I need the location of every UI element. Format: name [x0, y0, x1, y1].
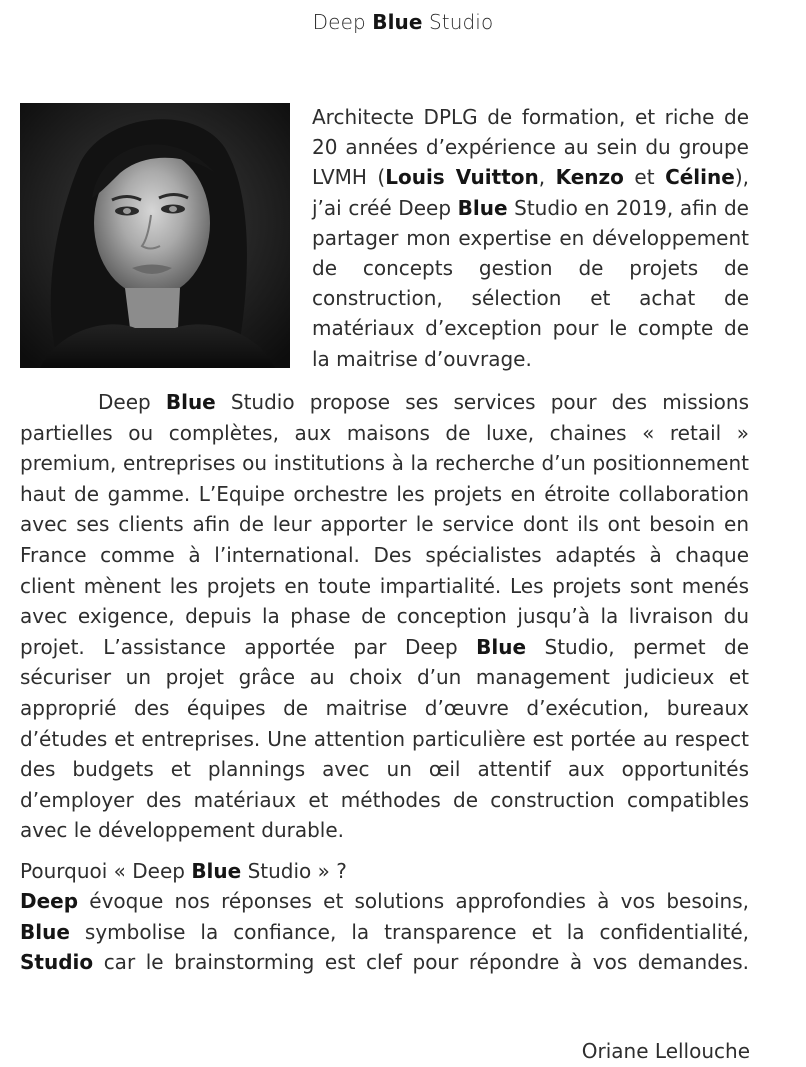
signature-name: Oriane Lellouche — [581, 1039, 750, 1063]
why-studio-word: Studio — [20, 950, 94, 975]
intro-brand-louis-vuitton: Louis Vuitton — [385, 165, 539, 190]
portrait-photo — [20, 103, 290, 368]
name-explanation-section — [20, 856, 749, 978]
intro-text-4: ), j’ai créé Deep — [312, 165, 749, 220]
intro-blue-word: Blue — [457, 195, 508, 220]
title-text-bold: Blue — [372, 10, 423, 34]
why-deep-word: Deep — [20, 889, 79, 914]
why-deep-text: évoque nos réponses et solutions approfondies à vos besoins, — [78, 889, 749, 914]
intro-brand-kenzo: Kenzo — [555, 165, 624, 190]
services-text-1: Deep — [98, 390, 166, 414]
title-text-pre: Deep — [312, 10, 373, 34]
services-blue-word-2: Blue — [476, 634, 527, 659]
why-blue-text: symbolise la confiance, la transparence et la confidentialité, — [69, 919, 749, 944]
why-studio-text: car le brainstorming est clef pour répondre à vos demandes. — [93, 950, 749, 975]
intro-brand-celine: Céline — [665, 165, 735, 190]
page-title — [0, 10, 806, 34]
intro-text-3: et — [623, 165, 666, 190]
services-text-2: Studio propose ses services pour des missions partielles ou complètes, aux maisons de luxe, chaines « retail » premium, entreprises ou institutions à la recherche d’un positionnement haut de gamme. L’Equipe orchestre les projets en étroite collaboration avec ses clients afin de leur apporter le service dont ils ont besoin en France comme à l’international. Des spécialistes adaptés à chaque client mènent les projets en toute impartialité. Les projets sont menés avec exigence, depuis la phase de conception jusqu’à la livraison du projet. L’assistance apportée par Deep — [20, 390, 750, 659]
why-deep-line — [20, 886, 749, 916]
intro-text-1: Architecte DPLG de formation, et riche de 20 années d’expérience au sein du groupe LVMH ( — [312, 105, 749, 190]
why-question — [20, 856, 749, 886]
title-text-post: Studio — [422, 10, 494, 34]
intro-text-5: Studio en 2019, afin de partager mon expertise en développement de concepts gestion de projets de construction, sélection et achat de matériaux d’exception pour le compte de la maitrise d’ouvrage. — [312, 195, 749, 371]
services-text-3: Studio, permet de sécuriser un projet grâce au choix d’un management judicieux et approprié des équipes de maitrise d’œuvre d’exécution, bureaux d’études et entreprises. Une attention particulière est portée au respect des budgets et plannings avec un œil attentif aux opportunités d’employer des matériaux et méthodes de construction compatibles avec le développement durable. — [20, 634, 749, 843]
why-blue-word: Blue — [20, 919, 70, 944]
why-question-bold: Blue — [191, 859, 242, 883]
intro-paragraph — [312, 102, 749, 374]
intro-text-2: , — [538, 165, 556, 190]
why-blue-line — [20, 917, 749, 947]
services-blue-word-1: Blue — [165, 390, 216, 414]
why-question-pre: Pourquoi « Deep — [20, 859, 192, 883]
why-question-post: Studio » ? — [241, 859, 347, 883]
why-studio-line — [20, 947, 749, 977]
services-paragraph — [20, 387, 749, 846]
